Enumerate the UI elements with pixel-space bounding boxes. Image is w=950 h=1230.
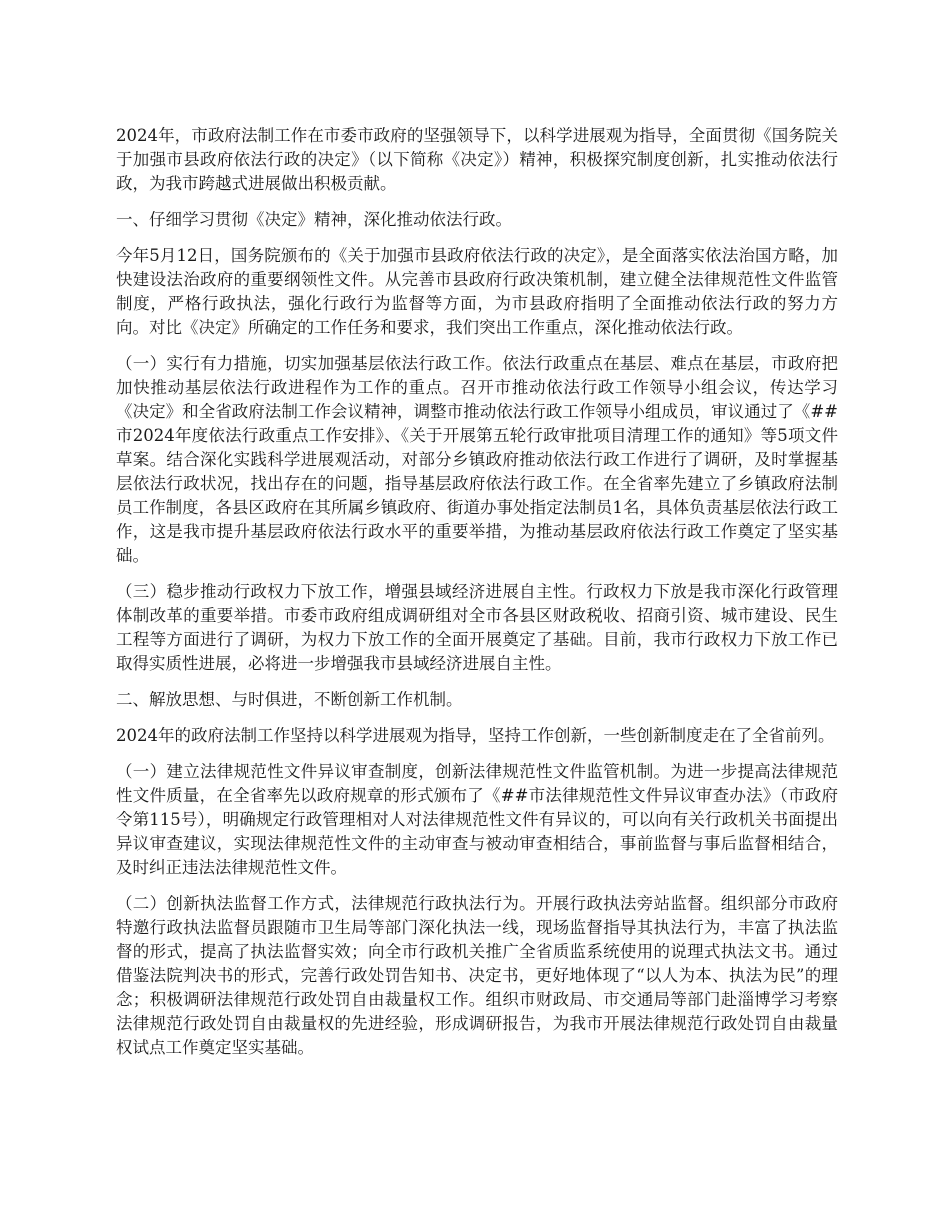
section-heading-2: 二、解放思想、与时俱进，不断创新工作机制。 [116, 690, 463, 709]
section-2-paragraph: 2024年的政府法制工作坚持以科学进展观为指导，坚持工作创新，一些创新制度走在了全省前列。 [116, 726, 835, 745]
section-heading-1: 一、仔细学习贯彻《决定》精神，深化推动依法行政。 [116, 210, 512, 229]
section-1-item-3-paragraph: （三）稳步推动行政权力下放工作，增强县域经济进展自主性。行政权力下放是我市深化行政管理体制改革的重要举措。市委市政府组成调研组对全市各县区财政税收、招商引资、城市建设、民生工程等方面进行了调研，为权力下放工作的全面开展奠定了基础。目前，我市行政权力下放工作已取得实质性进展，必将进一步增强我市县域经济进展自主性。 [116, 582, 838, 673]
section-1-item-1-paragraph: （一）实行有力措施，切实加强基层依法行政工作。依法行政重点在基层、难点在基层，市政府把加快推动基层依法行政进程作为工作的重点。召开市推动依法行政工作领导小组会议，传达学习《决定》和全省政府法制工作会议精神，调整市推动依法行政工作领导小组成员，审议通过了《##市2024年度依法行政重点工作安排》、《关于开展第五轮行政审批项目清理工作的通知》等5项文件草案。结合深化实践科学进展观活动，对部分乡镇政府推动依法行政工作进行了调研，及时掌握基层依法行政状况，找出存在的问题，指导基层政府依法行政工作。在全省率先建立了乡镇政府法制员工作制度，各县区政府在其所属乡镇政府、街道办事处指定法制员1名，具体负责基层依法行政工作，这是我市提升基层政府依法行政水平的重要举措，为推动基层政府依法行政工作奠定了坚实基础。 [116, 354, 838, 565]
section-2-item-2-paragraph: （二）创新执法监督工作方式，法律规范行政执法行为。开展行政执法旁站监督。组织部分市政府特邀行政执法监督员跟随市卫生局等部门深化执法一线，现场监督指导其执法行为，丰富了执法监督的形式，提高了执法监督实效；向全市行政机关推广全省质监系统使用的说理式执法文书。通过借鉴法院判决书的形式，完善行政处罚告知书、决定书，更好地体现了“以人为本、执法为民”的理念；积极调研法律规范行政处罚自由裁量权工作。组织市财政局、市交通局等部门赴淄博学习考察法律规范行政处罚自由裁量权的先进经验，形成调研报告，为我市开展法律规范行政处罚自由裁量权试点工作奠定坚实基础。 [116, 894, 838, 1057]
section-1-paragraph: 今年5月12日，国务院颁布的《关于加强市县政府依法行政的决定》，是全面落实依法治国方略，加快建设法治政府的重要纲领性文件。从完善市县政府行政决策机制，建立健全法律规范性文件监管制度，严格行政执法，强化行政行为监督等方面，为市县政府指明了全面推动依法行政的努力方向。对比《决定》所确定的工作任务和要求，我们突出工作重点，深化推动依法行政。 [116, 246, 838, 337]
intro-paragraph: 2024年，市政府法制工作在市委市政府的坚强领导下，以科学进展观为指导，全面贯彻《国务院关于加强市县政府依法行政的决定》（以下简称《决定》）精神，积极探究制度创新，扎实推动依法行政，为我市跨越式进展做出积极贡献。 [116, 126, 838, 193]
section-2-item-1-paragraph: （一）建立法律规范性文件异议审查制度，创新法律规范性文件监管机制。为进一步提高法律规范性文件质量，在全省率先以政府规章的形式颁布了《##市法律规范性文件异议审查办法》（市政府令第115号），明确规定行政管理相对人对法律规范性文件有异议的，可以向有关行政机关书面提出异议审查建议，实现法律规范性文件的主动审查与被动审查相结合，事前监督与事后监督相结合，及时纠正违法法律规范性文件。 [116, 762, 838, 877]
